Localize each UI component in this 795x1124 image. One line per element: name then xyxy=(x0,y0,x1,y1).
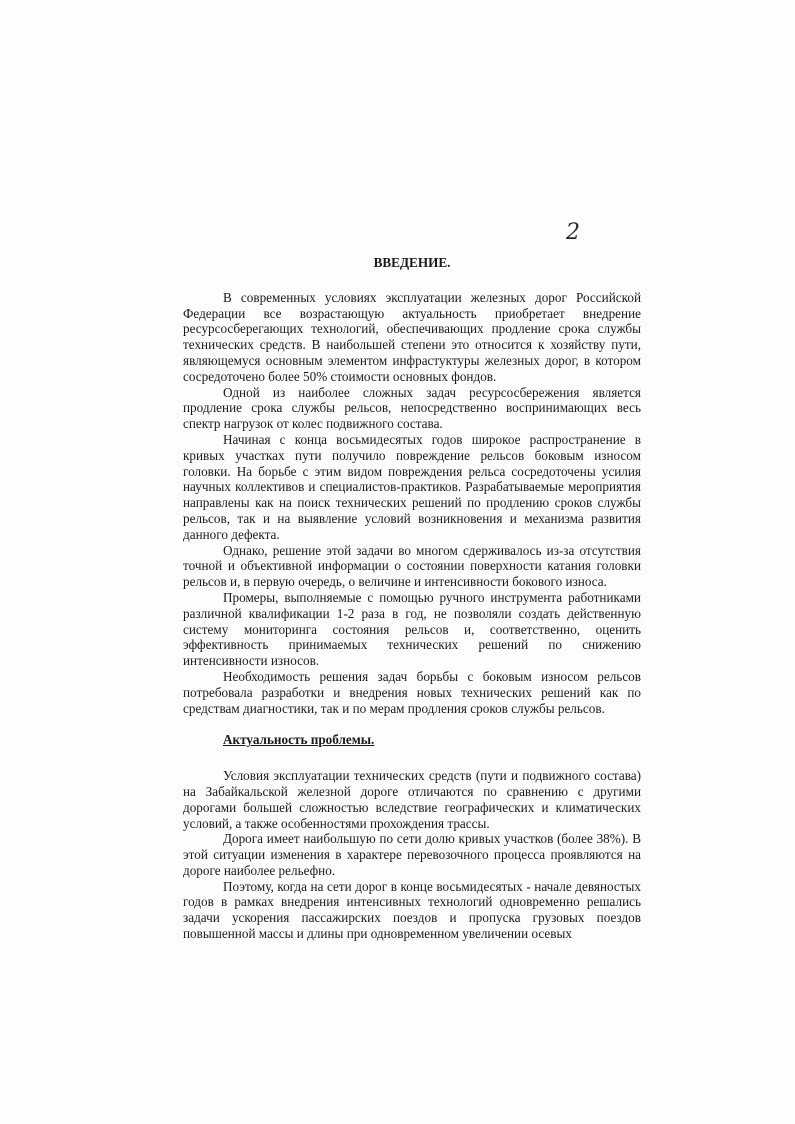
intro-paragraph-1: В современных условиях эксплуатации железных дорог Российской Федерации все возрастающую актуальность приобретает внедрение ресурсосберегающих технологий, обеспечивающих продление срока службы технических средств. В наибольшей степени это относится к хозяйству пути, являющемуся основным элементом инфрастуктуры железных дорог, в котором сосредоточено более 50% стоимости основных фондов. xyxy=(183,289,641,384)
intro-paragraph-3: Начиная с конца восьмидесятых годов широкое распространение в кривых участках пути получило повреждение рельсов боковым износом головки. На борьбе с этим видом повреждения рельса сосредоточены усилия научных коллективов и специалистов-практиков. Разрабатываемые мероприятия направлены как на поиск технических решений по продлению сроков службы рельсов, так и на выявление условий возникновения и механизма развития данного дефекта. xyxy=(183,431,641,542)
section-paragraph-1: Условия эксплуатации технических средств (пути и подвижного состава) на Забайкальской железной дороге отличаются по сравнению с другими дорогами большей сложностью вследствие географических и климатических условий, а также особенностями прохождения трассы. xyxy=(183,768,641,831)
page-number: 2 xyxy=(566,220,580,245)
page-title: ВВЕДЕНИЕ. xyxy=(373,255,451,270)
intro-paragraph-2: Одной из наиболее сложных задач ресурсосбережения является продление срока службы рельсов, непосредственно воспринимающих весь спектр нагрузок от колес подвижного состава. xyxy=(183,384,641,432)
intro-paragraph-6: Необходимость решения задач борьбы с боковым износом рельсов потребовала разработки и внедрения новых технических решений как по средствам диагностики, так и по мерам продления сроков службы рельсов. xyxy=(183,668,641,716)
section-heading: Актуальность проблемы. xyxy=(223,732,375,748)
intro-paragraph-5: Промеры, выполняемые с помощью ручного инструмента работниками различной квалификации 1-2 раза в год, не позволяли создать действенную систему мониторинга состояния рельсов и, соответственно, оценить эффективность принимаемых технических решений по снижению интенсивности износов. xyxy=(183,589,641,669)
document-body xyxy=(183,255,641,942)
section-paragraph-2: Дорога имеет наибольшую по сети долю кривых участков (более 38%). В этой ситуации изменения в характере перевозочного процесса проявляются на дороге наиболее рельефно. xyxy=(183,831,641,878)
section-paragraph-3: Поэтому, когда на сети дорог в конце восьмидесятых - начале девяностых годов в рамках внедрения интенсивных технологий одновременно решались задачи ускорения пассажирских поездов и пропуска грузовых поездов повышенной массы и длины при одновременном увеличении осевых xyxy=(183,878,641,942)
intro-paragraph-4: Однако, решение этой задачи во многом сдерживалось из-за отсутствия точной и объективной информации о состоянии поверхности катания головки рельсов и, в первую очередь, о величине и интенсивности бокового износа. xyxy=(183,542,641,590)
